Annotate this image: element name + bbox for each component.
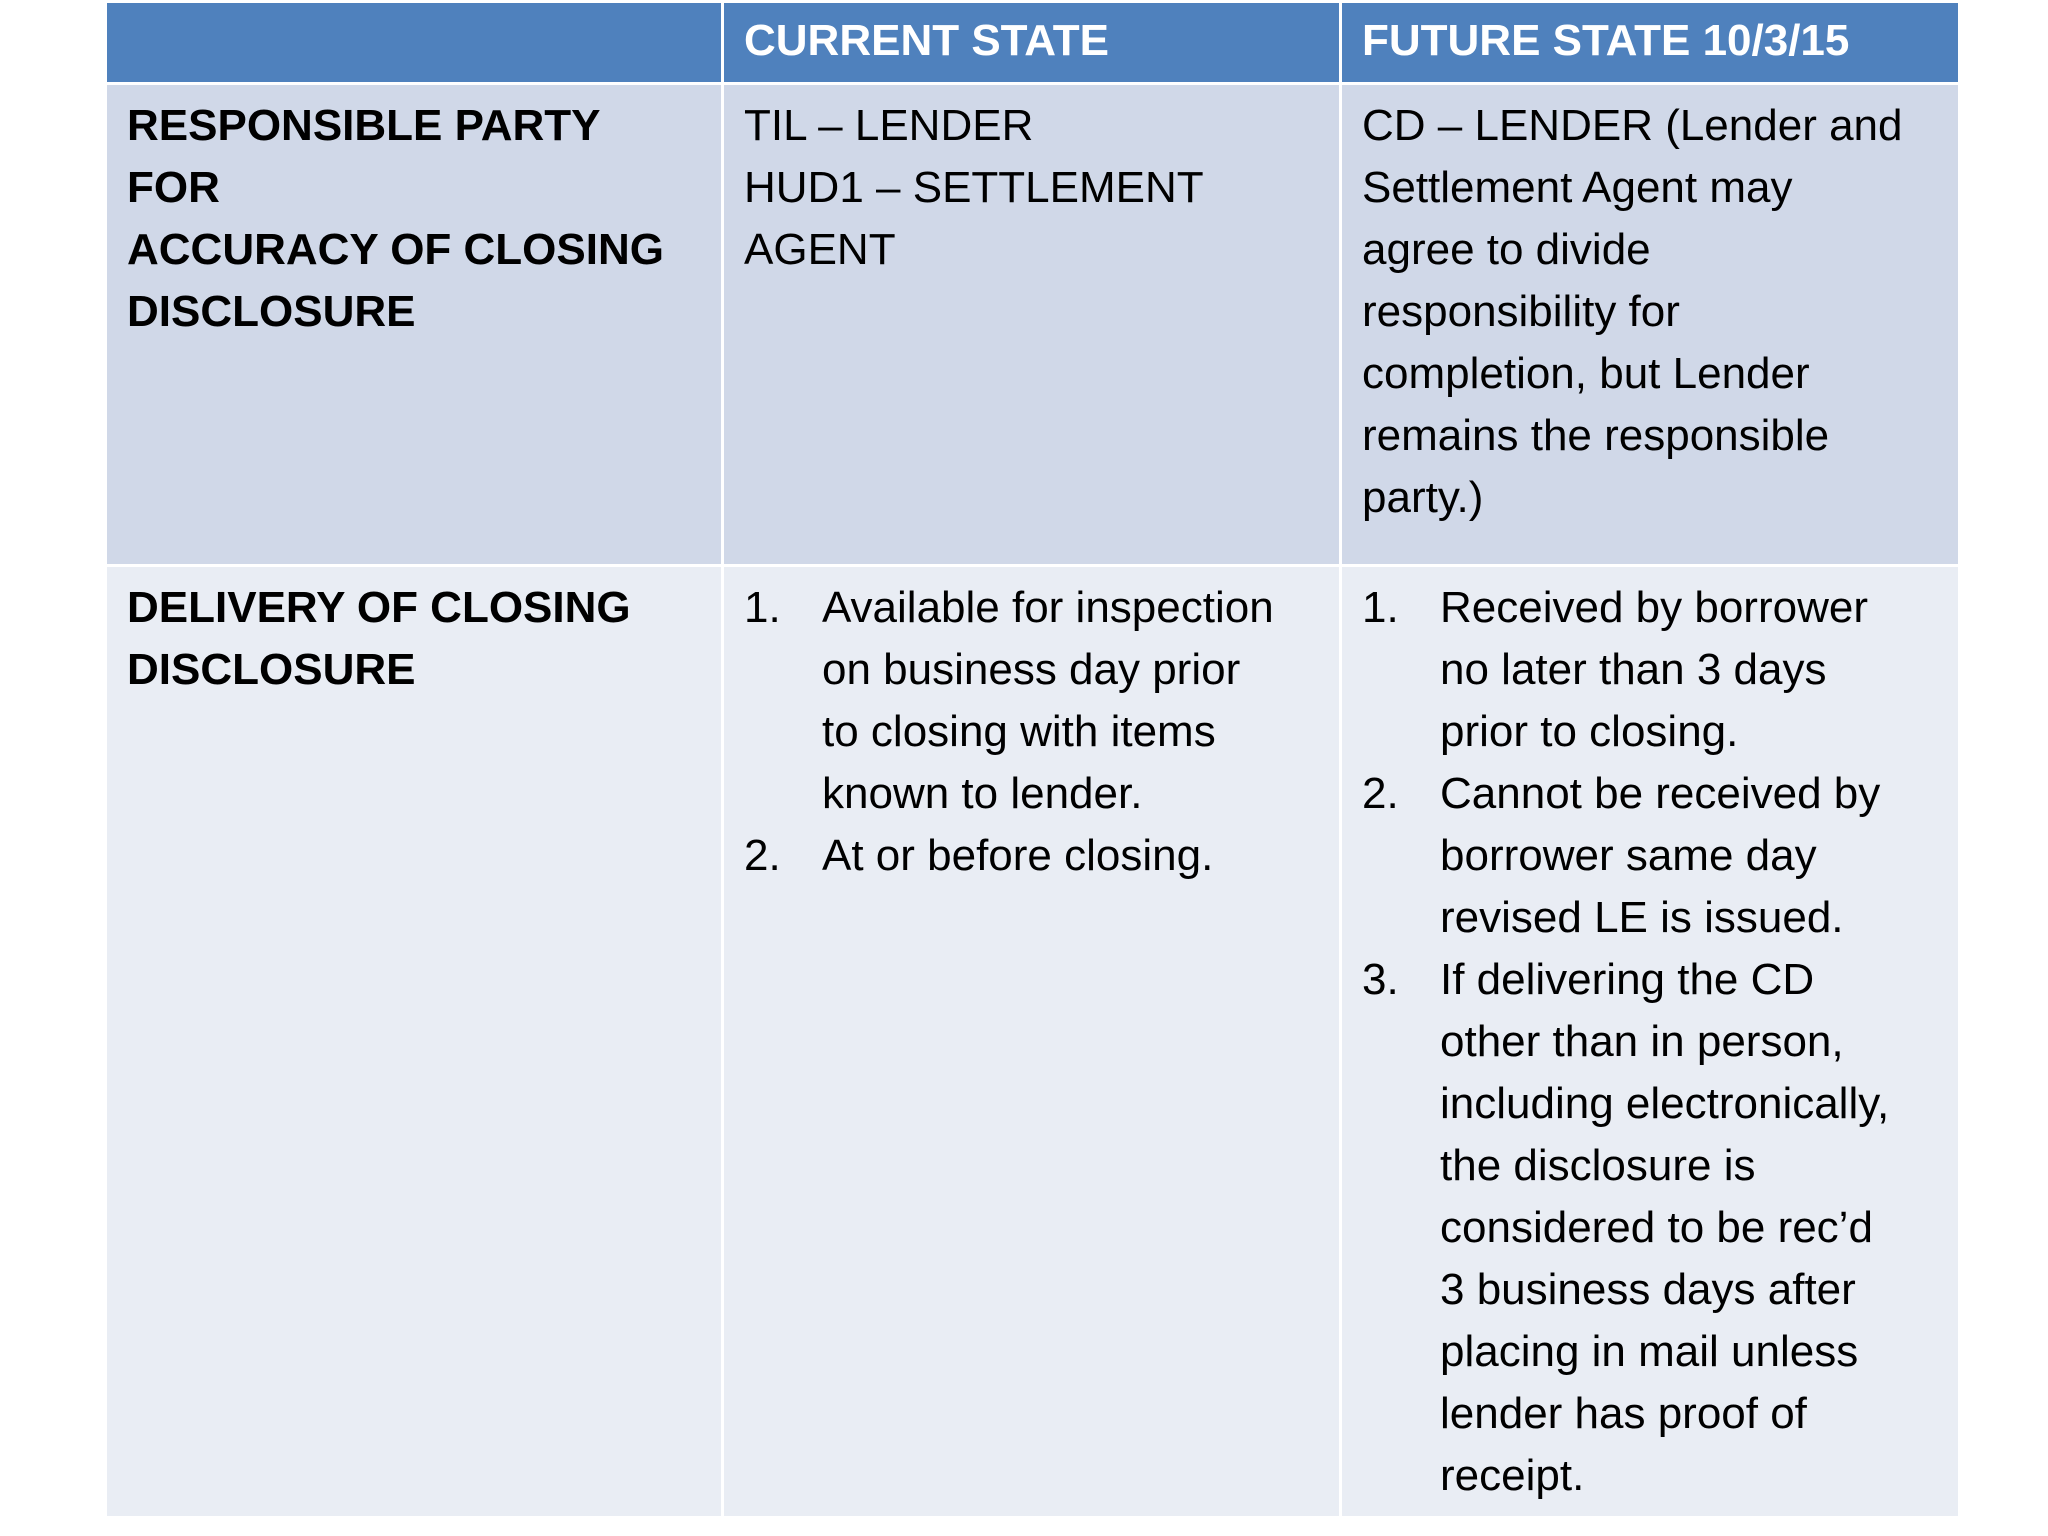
label-line: DELIVERY OF CLOSING: [127, 583, 631, 632]
cell-current-delivery: [723, 566, 1341, 1518]
cell-line: TIL – LENDER: [744, 101, 1034, 150]
cell-line: agree to divide: [1362, 225, 1651, 274]
header-current-state: CURRENT STATE: [723, 2, 1341, 84]
label-line: DISCLOSURE: [127, 287, 416, 336]
list-item-number: 1.: [744, 583, 781, 632]
list-item-line: Cannot be received by: [1440, 769, 1881, 818]
list-item-line: placing in mail unless: [1440, 1327, 1859, 1376]
list-item-line: the disclosure is: [1440, 1141, 1756, 1190]
list-item-number: 2.: [1362, 769, 1399, 818]
list-item-line: If delivering the CD: [1440, 955, 1815, 1004]
list-item-line: including electronically,: [1440, 1079, 1890, 1128]
list-item-line: no later than 3 days: [1440, 645, 1827, 694]
row-label-responsible-party: [106, 84, 723, 566]
list-item: [744, 577, 1321, 825]
list-item-line: lender has proof of: [1440, 1389, 1807, 1438]
cell-line: party.): [1362, 473, 1484, 522]
cell-line: HUD1 – SETTLEMENT: [744, 163, 1204, 212]
list-item-number: 3.: [1362, 955, 1399, 1004]
cell-line: Settlement Agent may: [1362, 163, 1793, 212]
table-header-row: [106, 2, 1960, 84]
list-item-line: At or before closing.: [822, 831, 1214, 880]
list-item-line: revised LE is issued.: [1440, 893, 1844, 942]
cell-line: responsibility for: [1362, 287, 1680, 336]
list-item: [1362, 949, 1940, 1507]
list-item-line: receipt.: [1440, 1451, 1585, 1500]
list-item-line: considered to be rec’d: [1440, 1203, 1873, 1252]
label-line: DISCLOSURE: [127, 645, 416, 694]
cell-line: AGENT: [744, 225, 896, 274]
cell-future-responsible-party: [1341, 84, 1960, 566]
future-delivery-list: [1362, 577, 1940, 1507]
cell-line: CD – LENDER (Lender and: [1362, 101, 1903, 150]
cell-line: completion, but Lender: [1362, 349, 1810, 398]
list-item-line: borrower same day: [1440, 831, 1817, 880]
cell-line: remains the responsible: [1362, 411, 1830, 460]
list-item-line: other than in person,: [1440, 1017, 1844, 1066]
list-item-line: known to lender.: [822, 769, 1143, 818]
list-item: [1362, 763, 1940, 949]
row-label-delivery: [106, 566, 723, 1518]
list-item-line: on business day prior: [822, 645, 1241, 694]
list-item-number: 1.: [1362, 583, 1399, 632]
label-line: RESPONSIBLE PARTY FOR: [127, 101, 600, 212]
list-item-line: 3 business days after: [1440, 1265, 1856, 1314]
label-line: ACCURACY OF CLOSING: [127, 225, 664, 274]
table-row-delivery: [106, 566, 1960, 1518]
cell-current-responsible-party: [723, 84, 1341, 566]
list-item-line: prior to closing.: [1440, 707, 1739, 756]
list-item-line: Available for inspection: [822, 583, 1274, 632]
list-item-line: to closing with items: [822, 707, 1216, 756]
table-row-responsible-party: [106, 84, 1960, 566]
list-item: [1362, 577, 1940, 763]
cell-future-delivery: [1341, 566, 1960, 1518]
list-item: [744, 825, 1321, 887]
current-delivery-list: [744, 577, 1321, 887]
comparison-table: [104, 0, 1961, 1519]
header-future-state: FUTURE STATE 10/3/15: [1341, 2, 1960, 84]
list-item-line: Received by borrower: [1440, 583, 1868, 632]
list-item-number: 2.: [744, 831, 781, 880]
header-empty-cell: [106, 2, 723, 84]
